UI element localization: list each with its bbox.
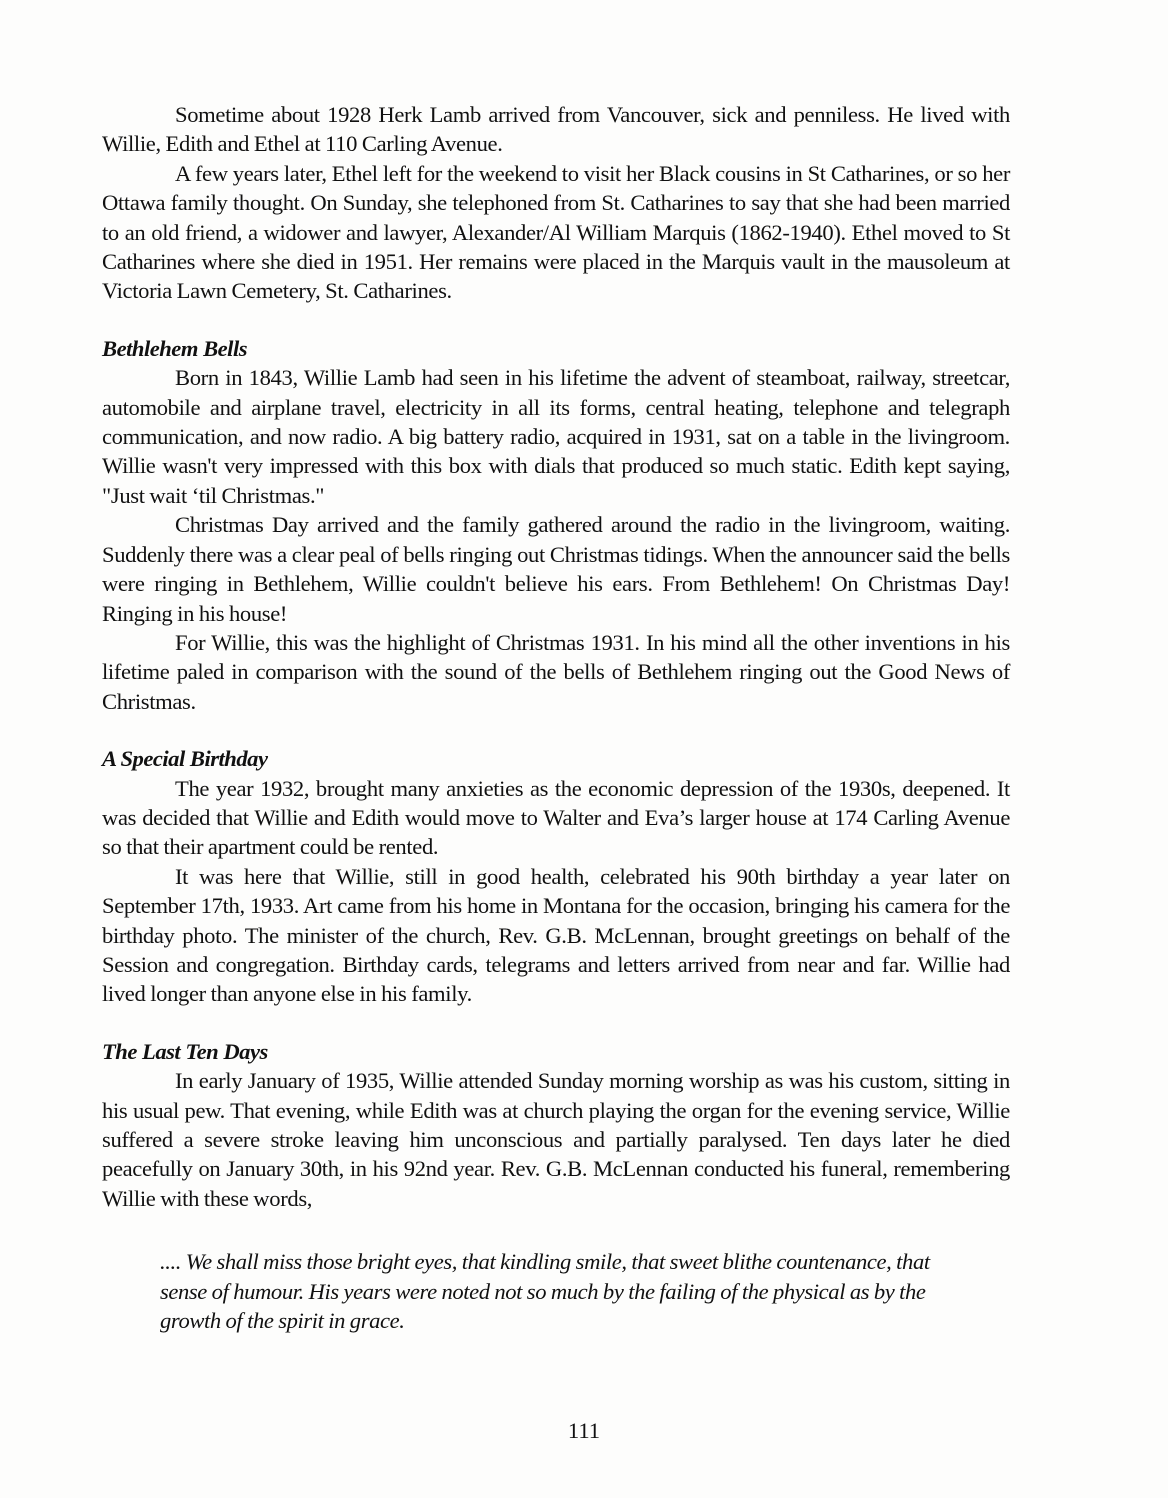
paragraph: Born in 1843, Willie Lamb had seen in his lifetime the advent of steamboat, railway, streetcar, automobile and airplane travel, electricity in all its forms, central heating, telephone and telegraph communication, and now radio. A big battery radio, acquired in 1931, sat on a table in the livingroom. Willie wasn't very impressed with this box with dials that produced so much static. Edith kept saying, "Just wait ‘til Christmas." <box>102 365 1010 508</box>
paragraph: It was here that Willie, still in good health, celebrated his 90th birthday a year later on September 17th, 1933. Art came from his home in Montana for the occasion, bringing his camera for the birthday photo. The minister of the church, Rev. G.B. McLennan, brought greetings on behalf of the Session and congregation. Birthday cards, telegrams and letters arrived from near and far. Willie had lived longer than anyone else in his family. <box>102 863 1010 1007</box>
paragraph: Sometime about 1928 Herk Lamb arrived from Vancouver, sick and penniless. He lived with Willie, Edith and Ethel at 110 Carling Avenue. <box>102 102 1010 157</box>
paragraph: For Willie, this was the highlight of Christmas 1931. In his mind all the other inventions in his lifetime paled in comparison with the sound of the bells of Bethlehem ringing out the Good News of Christmas. <box>102 629 1010 714</box>
paragraph: Christmas Day arrived and the family gathered around the radio in the livingroom, waiting. Suddenly there was a clear peal of bells ringing out Christmas tidings. When the announcer said the bells were ringing in Bethlehem, Willie couldn't believe his ears. From Bethlehem! On Christmas Day! Ringing in his house! <box>102 512 1010 626</box>
paragraph: A few years later, Ethel left for the weekend to visit her Black cousins in St Catharines, or so her Ottawa family thought. On Sunday, she telephoned from St. Catharines to say that she had been married to an old friend, a widower and lawyer, Alexander/Al William Marquis (1862-1940). Ethel moved to St Catharines where she died in 1951. Her remains were placed in the Marquis vault in the mausoleum at Victoria Lawn Cemetery, St. Catharines. <box>102 160 1010 304</box>
paragraph: The year 1932, brought many anxieties as the economic depression of the 1930s, deepened. It was decided that Willie and Edith would move to Walter and Eva’s larger house at 174 Carling Avenue so that their apartment could be rented. <box>102 775 1010 860</box>
paragraph: In early January of 1935, Willie attended Sunday morning worship as was his custom, sitting in his usual pew. That evening, while Edith was at church playing the organ for the evening service, Willie suffered a severe stroke leaving him unconscious and partially paralysed. Ten days later he died peacefully on January 30th, in his 92nd year. Rev. G.B. McLennan conducted his funeral, remembering Willie with these words, <box>102 1068 1010 1211</box>
block-quote: .... We shall miss those bright eyes, that kindling smile, that sweet blithe countenance, that sense of humour. His years were noted not so much by the failing of the physical as by the growth of the spirit in grace. <box>160 1249 930 1334</box>
section-heading-special-birthday: A Special Birthday <box>102 746 268 772</box>
section-heading-bethlehem-bells: Bethlehem Bells <box>102 335 248 361</box>
document-page <box>102 100 1010 1335</box>
section-heading-last-ten-days: The Last Ten Days <box>102 1038 268 1064</box>
page-number: 111 <box>567 1418 601 1443</box>
